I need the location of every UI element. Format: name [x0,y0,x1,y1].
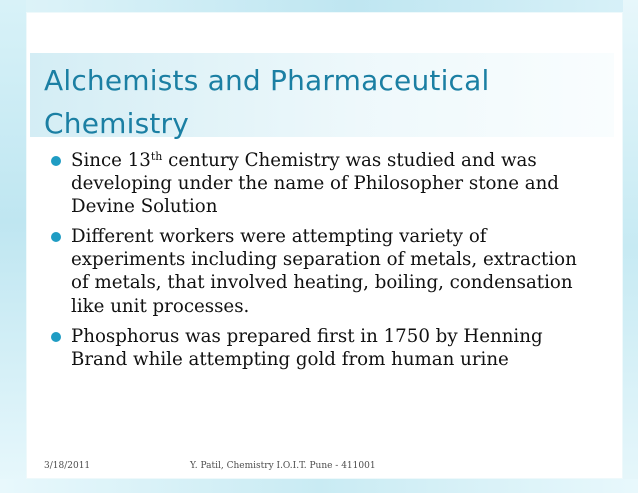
bullet-item-phosphorus [47,325,600,371]
footer-date: 3/18/2011 [44,461,91,471]
bullet-text-phosphorus: Phosphorus was prepared first in 1750 by Henning Brand while attempting gold from human urine [71,325,543,370]
bullet-item-history [47,149,600,218]
footer-credit: Y. Patil, Chemistry I.O.I.T. Pune - 411001 [190,461,376,471]
bullet-text-suffix: century Chemistry was studied and was developing under the name of Philosopher stone and Devine Solution [71,150,559,218]
slide-left-frame [0,0,26,493]
bullet-icon [51,232,61,242]
slide-right-frame [623,0,638,493]
slide-title: Alchemists and Pharmaceutical Chemistry [44,64,490,140]
bullet-icon [51,156,61,166]
bullet-item-experiments [47,225,600,317]
bullet-text-prefix: Since 13 [71,150,151,171]
bullet-text-experiments: Different workers were attempting variety of experiments including separation of metals, extraction of metals, that involved heating, boiling, condensation like unit processes. [71,226,577,317]
slide-top-frame [0,0,638,12]
slide-bottom-frame [0,479,638,493]
bullet-list [47,149,600,378]
century-superscript: th [150,150,163,163]
bullet-icon [51,332,61,342]
bullet-text-history [71,149,600,218]
